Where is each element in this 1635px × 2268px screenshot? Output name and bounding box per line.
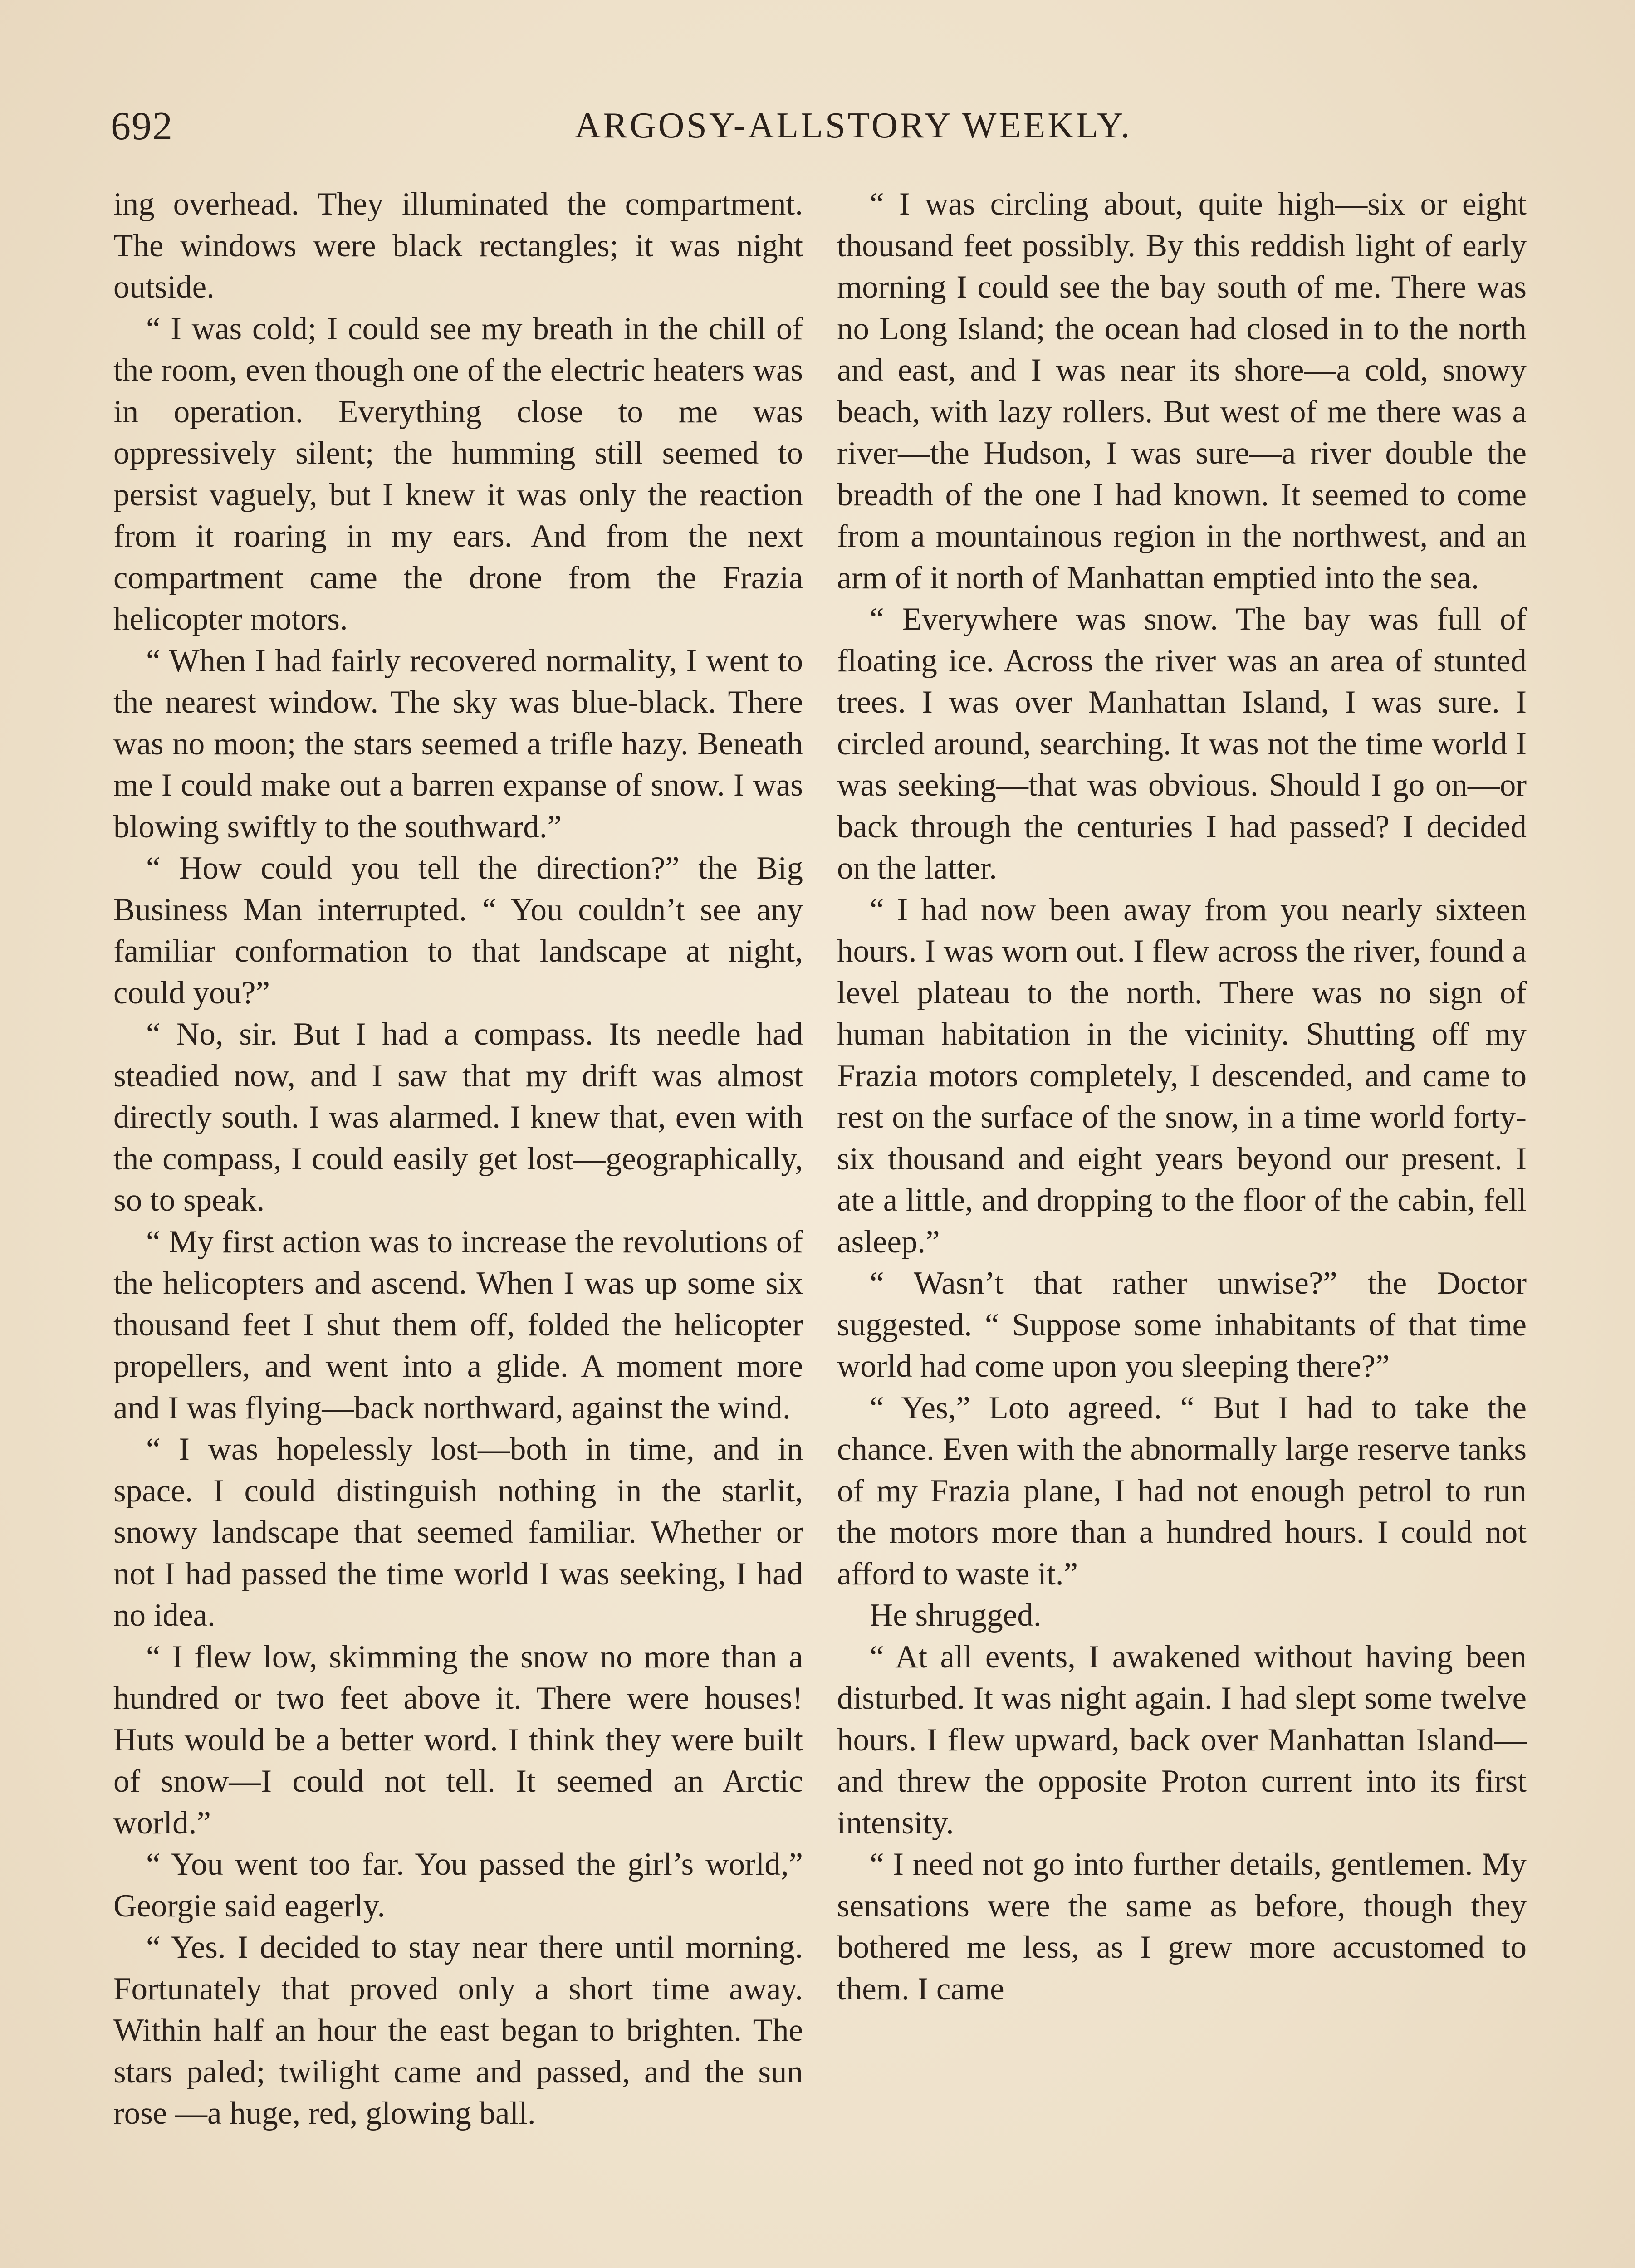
paragraph: “ I was circling about, quite high—six or eight thousand feet possibly. By this reddish light of early morning I could see the bay south of me. There was no Long Island; the ocean had closed in to the north and east, and I was near its shore—a cold, snowy beach, with lazy rollers. But west of me there was a river—the Hudson, I was sure—a river double the breadth of the one I had known. It seemed to come from a mountainous region in the northwest, and an arm of it north of Manhattan emptied into the sea. — [837, 186, 1527, 596]
paragraph: “ How could you tell the direction?” the Big Business Man interrupted. “ You couldn’t see any familiar conformation to that landscape at night, could you?” — [113, 850, 803, 1011]
right-column — [837, 184, 1527, 2010]
paragraph: “ At all events, I awakened without having been disturbed. It was night again. I had slept some twelve hours. I flew upward, back over Manhattan Island—and threw the opposite Proton current into its first intensity. — [837, 1639, 1527, 1841]
left-column — [113, 184, 803, 2135]
paragraph: “ I flew low, skimming the snow no more than a hundred or two feet above it. There were houses! Huts would be a better word. I think they were built of snow—I could not tell. It seemed an Arctic world.” — [113, 1639, 803, 1841]
running-title: ARGOSY-ALLSTORY WEEKLY. — [574, 106, 1132, 146]
paragraph: “ Everywhere was snow. The bay was full of floating ice. Across the river was an area of stunted trees. I was over Manhattan Island, I was sure. I circled around, searching. It was not the time world I was seeking—that was obvious. Should I go on—or back through the centuries I had passed? I decided on the latter. — [837, 601, 1527, 886]
paragraph: “ Wasn’t that rather unwise?” the Doctor suggested. “ Suppose some inhabitants of that time world had come upon you sleeping there?” — [837, 1266, 1527, 1384]
page-number: 692 — [111, 104, 173, 148]
paragraph: He shrugged. — [870, 1598, 1042, 1633]
paragraph: “ You went too far. You passed the girl’s world,” Georgie said eagerly. — [113, 1847, 803, 1924]
paragraph: “ No, sir. But I had a compass. Its needle had steadied now, and I saw that my drift was almost directly south. I was alarmed. I knew that, even with the compass, I could easily get lost—geographically, so to speak. — [113, 1017, 803, 1218]
paragraph: “ I was hopelessly lost—both in time, and in space. I could distinguish nothing in the starlit, snowy landscape that seemed familiar. Whether or not I had passed the time world I was seeking, I had no idea. — [113, 1432, 803, 1633]
paragraph: “ I need not go into further details, gentlemen. My sensations were the same as before, though they bothered me less, as I grew more accustomed to them. I came — [837, 1847, 1527, 2007]
paragraph: ing overhead. They illuminated the compartment. The windows were black rectangles; it was night outside. — [113, 186, 803, 305]
paragraph: “ I had now been away from you nearly sixteen hours. I was worn out. I flew across the river, found a level plateau to the north. There was no sign of human habitation in the vicinity. Shutting off my Frazia motors completely, I descended, and came to rest on the surface of the snow, in a time world forty-six thousand and eight years beyond our present. I ate a little, and dropping to the floor of the cabin, fell asleep.” — [837, 892, 1527, 1260]
page-header — [103, 99, 1532, 162]
paragraph: “ Yes,” Loto agreed. “ But I had to take the chance. Even with the abnormally large reserve tanks of my Frazia plane, I had not enough petrol to run the motors more than a hundred hours. I could not afford to waste it.” — [837, 1390, 1527, 1592]
paragraph: “ My first action was to increase the revolutions of the helicopters and ascend. When I was up some six thousand feet I shut them off, folded the helicopter propellers, and went into a glide. A moment more and I was flying—back northward, against the wind. — [113, 1224, 803, 1426]
paragraph: “ I was cold; I could see my breath in the chill of the room, even though one of the electric heaters was in operation. Everything close to me was oppressively silent; the humming still seemed to persist vaguely, but I knew it was only the reaction from it roaring in my ears. And from the next compartment came the drone from the Frazia helicopter motors. — [113, 311, 803, 637]
paragraph: “ Yes. I decided to stay near there until morning. Fortunately that proved only a short time away. Within half an hour the east began to brighten. The stars paled; twilight came and passed, and the sun rose —a huge, red, glowing ball. — [113, 1930, 803, 2131]
paragraph: “ When I had fairly recovered normality, I went to the nearest window. The sky was blue-black. There was no moon; the stars seemed a trifle hazy. Beneath me I could make out a barren expanse of snow. I was blowing swiftly to the southward.” — [113, 643, 803, 845]
